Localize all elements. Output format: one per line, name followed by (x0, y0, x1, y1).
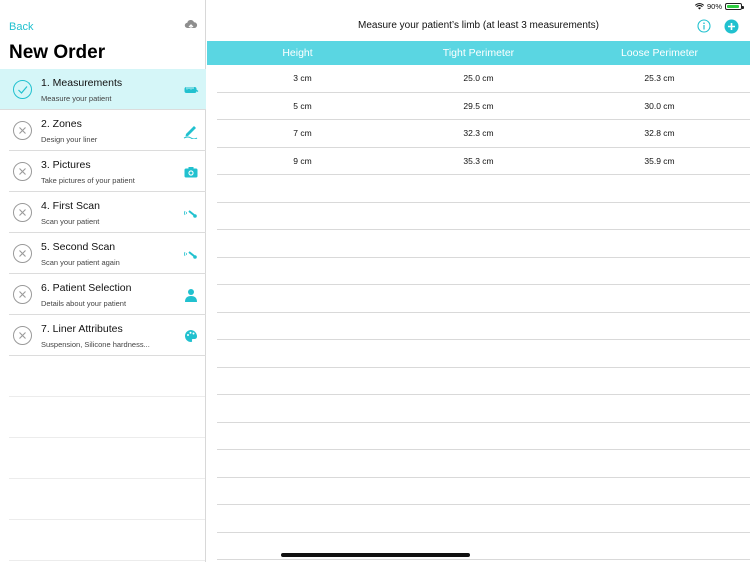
cell-height: 3 cm (293, 73, 312, 83)
step-liner-attributes[interactable] (0, 315, 206, 356)
cell-tight-perimeter: 25.0 cm (463, 73, 494, 83)
x-circle-icon (13, 203, 32, 222)
empty-table-row (217, 368, 750, 396)
checkmark-circle-icon (13, 80, 32, 99)
x-circle-icon (13, 326, 32, 345)
home-indicator[interactable] (281, 553, 470, 557)
cell-loose-perimeter: 35.9 cm (644, 155, 675, 166)
x-circle-icon (13, 121, 32, 140)
step-subtitle: Measure your patient (41, 94, 112, 103)
empty-table-row (217, 450, 750, 478)
step-first-scan[interactable] (0, 192, 206, 233)
measurements-table (217, 65, 750, 560)
cell-height: 9 cm (293, 155, 312, 166)
person-icon (183, 287, 199, 303)
step-label: 7. Liner Attributes (41, 323, 123, 335)
step-label: 1. Measurements (41, 77, 123, 89)
cell-height: 5 cm (293, 100, 312, 111)
table-header (207, 41, 750, 65)
camera-icon (183, 164, 199, 180)
step-subtitle: Design your liner (41, 135, 98, 144)
table-row[interactable] (217, 120, 750, 148)
pencil-icon (183, 123, 199, 139)
empty-table-row (217, 285, 750, 313)
cell-tight-perimeter: 29.5 cm (463, 100, 494, 111)
sidebar (0, 0, 206, 562)
back-button[interactable]: Back (9, 21, 34, 33)
empty-table-row (217, 395, 750, 423)
wifi-icon (695, 3, 704, 10)
table-row[interactable] (217, 93, 750, 121)
step-subtitle: Scan your patient again (41, 258, 120, 267)
step-label: 6. Patient Selection (41, 282, 132, 294)
cell-loose-perimeter: 30.0 cm (644, 100, 675, 111)
x-circle-icon (13, 285, 32, 304)
column-header-height: Height (282, 47, 313, 59)
step-second-scan[interactable] (0, 233, 206, 274)
x-circle-icon (13, 244, 32, 263)
step-zones[interactable] (0, 110, 206, 151)
empty-table-row (217, 175, 750, 203)
column-header-loose-perimeter: Loose Perimeter (620, 47, 699, 59)
cell-height: 7 cm (293, 128, 312, 138)
table-row[interactable] (217, 65, 750, 93)
step-measurements[interactable] (0, 69, 206, 110)
step-label: 2. Zones (41, 118, 82, 130)
step-subtitle: Details about your patient (41, 299, 127, 308)
cell-tight-perimeter: 32.3 cm (463, 128, 494, 138)
cell-tight-perimeter: 35.3 cm (463, 155, 494, 166)
cell-loose-perimeter: 32.8 cm (644, 128, 675, 138)
empty-table-row (217, 258, 750, 286)
column-header-tight-perimeter: Tight Perimeter (442, 47, 515, 59)
cloud-upload-icon[interactable] (184, 19, 198, 37)
x-circle-icon (13, 162, 32, 181)
empty-table-row (217, 478, 750, 506)
empty-table-row (217, 203, 750, 231)
empty-table-row (217, 423, 750, 451)
palette-icon (183, 328, 199, 344)
step-pictures[interactable] (0, 151, 206, 192)
step-subtitle: Scan your patient (41, 217, 100, 226)
step-subtitle: Suspension, Silicone hardness... (41, 340, 150, 349)
main-title: Measure your patient’s limb (at least 3 measurements) (357, 20, 600, 31)
empty-table-row (217, 313, 750, 341)
battery-icon (725, 3, 742, 10)
ruler-icon (183, 82, 199, 98)
status-indicators (695, 2, 742, 11)
table-row[interactable] (217, 148, 750, 176)
empty-table-row (217, 505, 750, 533)
add-measurement-button[interactable] (724, 19, 739, 39)
info-icon[interactable] (697, 19, 711, 38)
empty-table-row (217, 230, 750, 258)
scan-icon (183, 205, 199, 221)
step-label: 4. First Scan (41, 200, 100, 212)
page-title: New Order (9, 42, 106, 63)
step-label: 3. Pictures (41, 159, 91, 171)
battery-percent: 90% (706, 2, 722, 11)
scan-icon (183, 246, 199, 262)
plus-icon (724, 19, 739, 34)
empty-table-row (217, 340, 750, 368)
steps-list (0, 69, 206, 356)
cell-loose-perimeter: 25.3 cm (644, 73, 675, 83)
empty-rows (9, 356, 205, 561)
step-subtitle: Take pictures of your patient (41, 176, 135, 185)
step-label: 5. Second Scan (41, 241, 116, 253)
step-patient-selection[interactable] (0, 274, 206, 315)
